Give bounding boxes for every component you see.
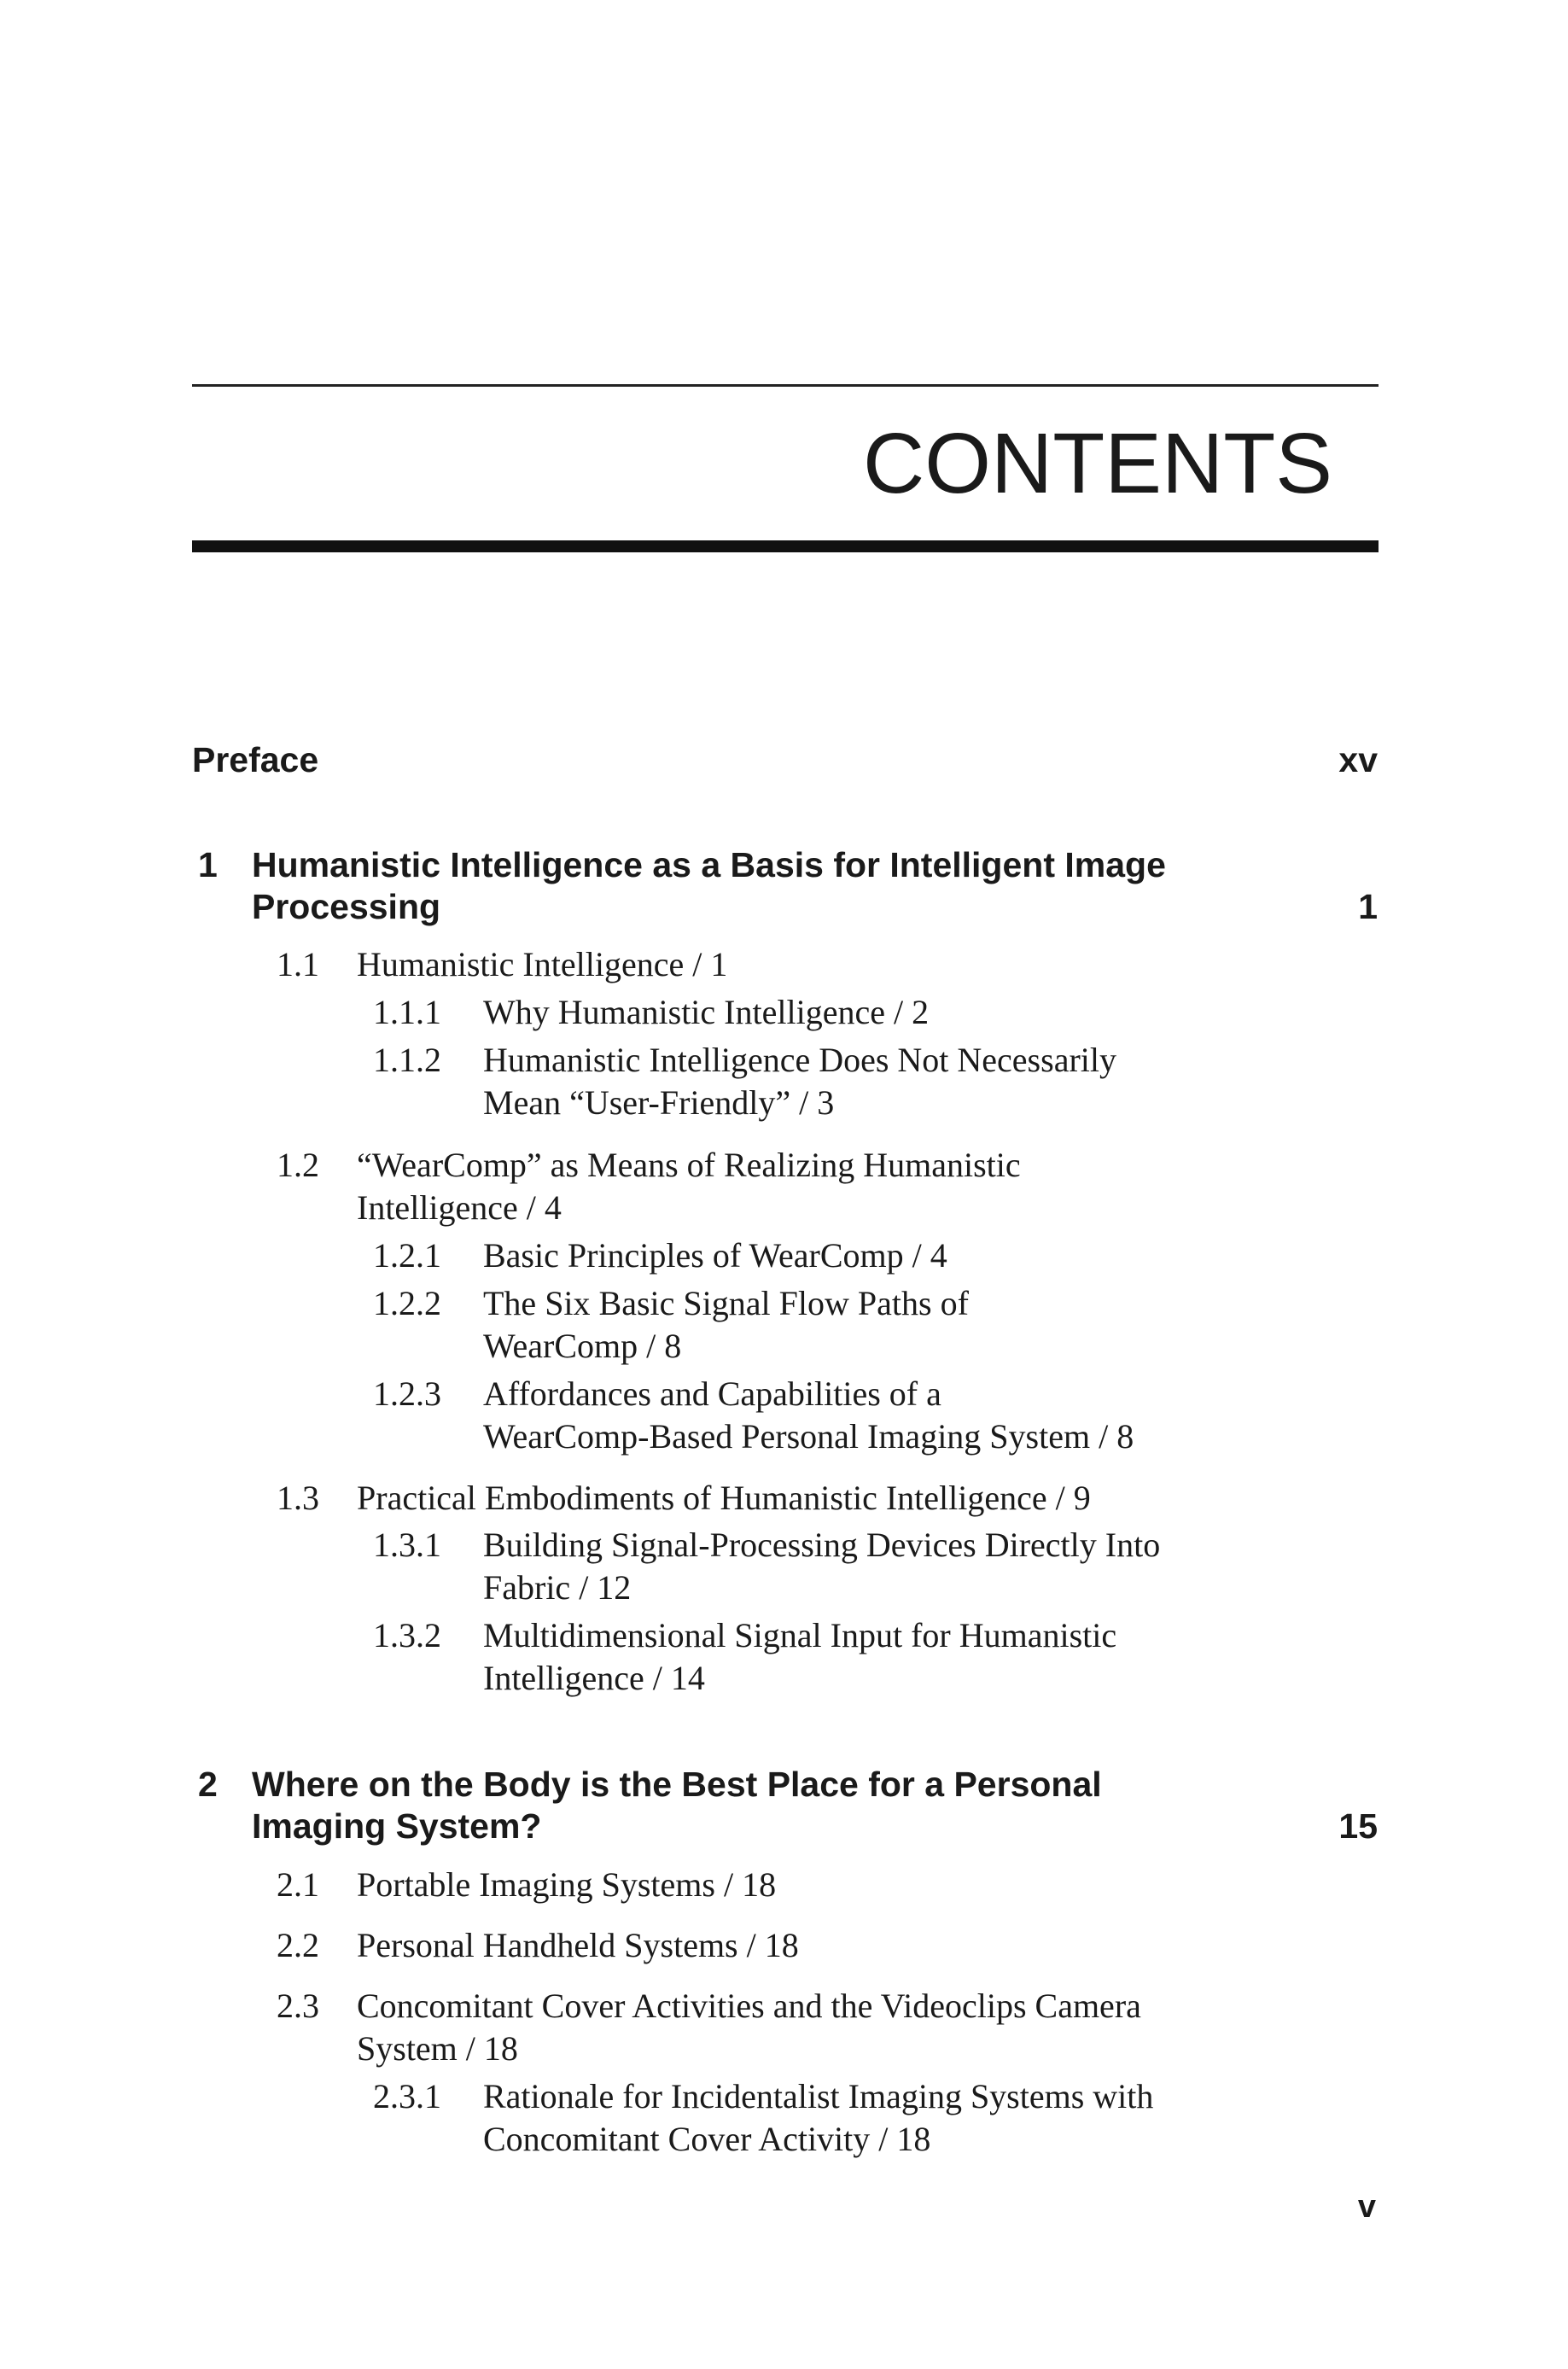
subsection-title: Basic Principles of WearComp / 4 bbox=[483, 1236, 947, 1275]
chapter-page: 15 bbox=[1338, 1806, 1378, 1846]
subsection-number: 1.2.3 bbox=[373, 1374, 441, 1413]
section-number: 1.3 bbox=[277, 1479, 319, 1517]
subsection-number: 1.1.1 bbox=[373, 993, 441, 1031]
subsection-title-line: Rationale for Incidentalist Imaging Systems with bbox=[483, 2077, 1154, 2115]
section-title: Practical Embodiments of Humanistic Intelligence / 9 bbox=[357, 1479, 1091, 1517]
subsection-title-line: Multidimensional Signal Input for Humanistic bbox=[483, 1616, 1117, 1654]
chapter-title-line: Where on the Body is the Best Place for a Personal bbox=[252, 1765, 1102, 1804]
chapter-title-line: Humanistic Intelligence as a Basis for Intelligent Image bbox=[252, 845, 1166, 884]
subsection-title-line: WearComp / 8 bbox=[483, 1327, 682, 1365]
section-title: Humanistic Intelligence / 1 bbox=[357, 945, 728, 983]
subsection-number: 1.2.1 bbox=[373, 1236, 441, 1275]
section-title-line: “WearComp” as Means of Realizing Humanistic bbox=[357, 1146, 1021, 1184]
subsection-number: 1.2.2 bbox=[373, 1284, 441, 1322]
section-number: 1.1 bbox=[277, 945, 319, 983]
chapter-title-line: Imaging System? bbox=[252, 1806, 542, 1846]
subsection-title-line: Mean “User-Friendly” / 3 bbox=[483, 1083, 835, 1122]
subsection-title: Why Humanistic Intelligence / 2 bbox=[483, 993, 930, 1031]
top-rule bbox=[192, 384, 1379, 387]
subsection-title-line: Humanistic Intelligence Does Not Necessarily bbox=[483, 1041, 1116, 1079]
section-title: Personal Handheld Systems / 18 bbox=[357, 1926, 799, 1964]
chapter-title-line: Processing bbox=[252, 887, 441, 926]
section-title: Portable Imaging Systems / 18 bbox=[357, 1865, 777, 1904]
section-number: 2.1 bbox=[277, 1865, 319, 1904]
subsection-title-line: Concomitant Cover Activity / 18 bbox=[483, 2120, 931, 2158]
section-number: 2.3 bbox=[277, 1987, 319, 2025]
page-folio: v bbox=[1357, 2189, 1376, 2225]
page-title: CONTENTS bbox=[863, 416, 1332, 511]
title-rule bbox=[192, 540, 1379, 552]
subsection-number: 2.3.1 bbox=[373, 2077, 441, 2115]
section-title-line: System / 18 bbox=[357, 2029, 518, 2068]
subsection-title-line: WearComp-Based Personal Imaging System / 8 bbox=[483, 1417, 1134, 1456]
subsection-number: 1.1.2 bbox=[373, 1041, 441, 1079]
section-title-line: Intelligence / 4 bbox=[357, 1188, 562, 1227]
subsection-number: 1.3.1 bbox=[373, 1526, 441, 1564]
subsection-title-line: Fabric / 12 bbox=[483, 1568, 632, 1607]
chapter-number: 2 bbox=[198, 1765, 218, 1804]
section-number: 1.2 bbox=[277, 1146, 319, 1184]
section-title-line: Concomitant Cover Activities and the Videoclips Camera bbox=[357, 1987, 1141, 2025]
subsection-title-line: Intelligence / 14 bbox=[483, 1659, 705, 1697]
subsection-title-line: Building Signal-Processing Devices Directly Into bbox=[483, 1526, 1161, 1564]
section-number: 2.2 bbox=[277, 1926, 319, 1964]
subsection-title-line: Affordances and Capabilities of a bbox=[483, 1374, 941, 1413]
chapter-number: 1 bbox=[198, 845, 218, 884]
chapter-page: 1 bbox=[1358, 887, 1378, 926]
preface-page: xv bbox=[1338, 740, 1378, 779]
preface-label: Preface bbox=[192, 740, 319, 779]
subsection-title-line: The Six Basic Signal Flow Paths of bbox=[483, 1284, 969, 1322]
subsection-number: 1.3.2 bbox=[373, 1616, 441, 1654]
